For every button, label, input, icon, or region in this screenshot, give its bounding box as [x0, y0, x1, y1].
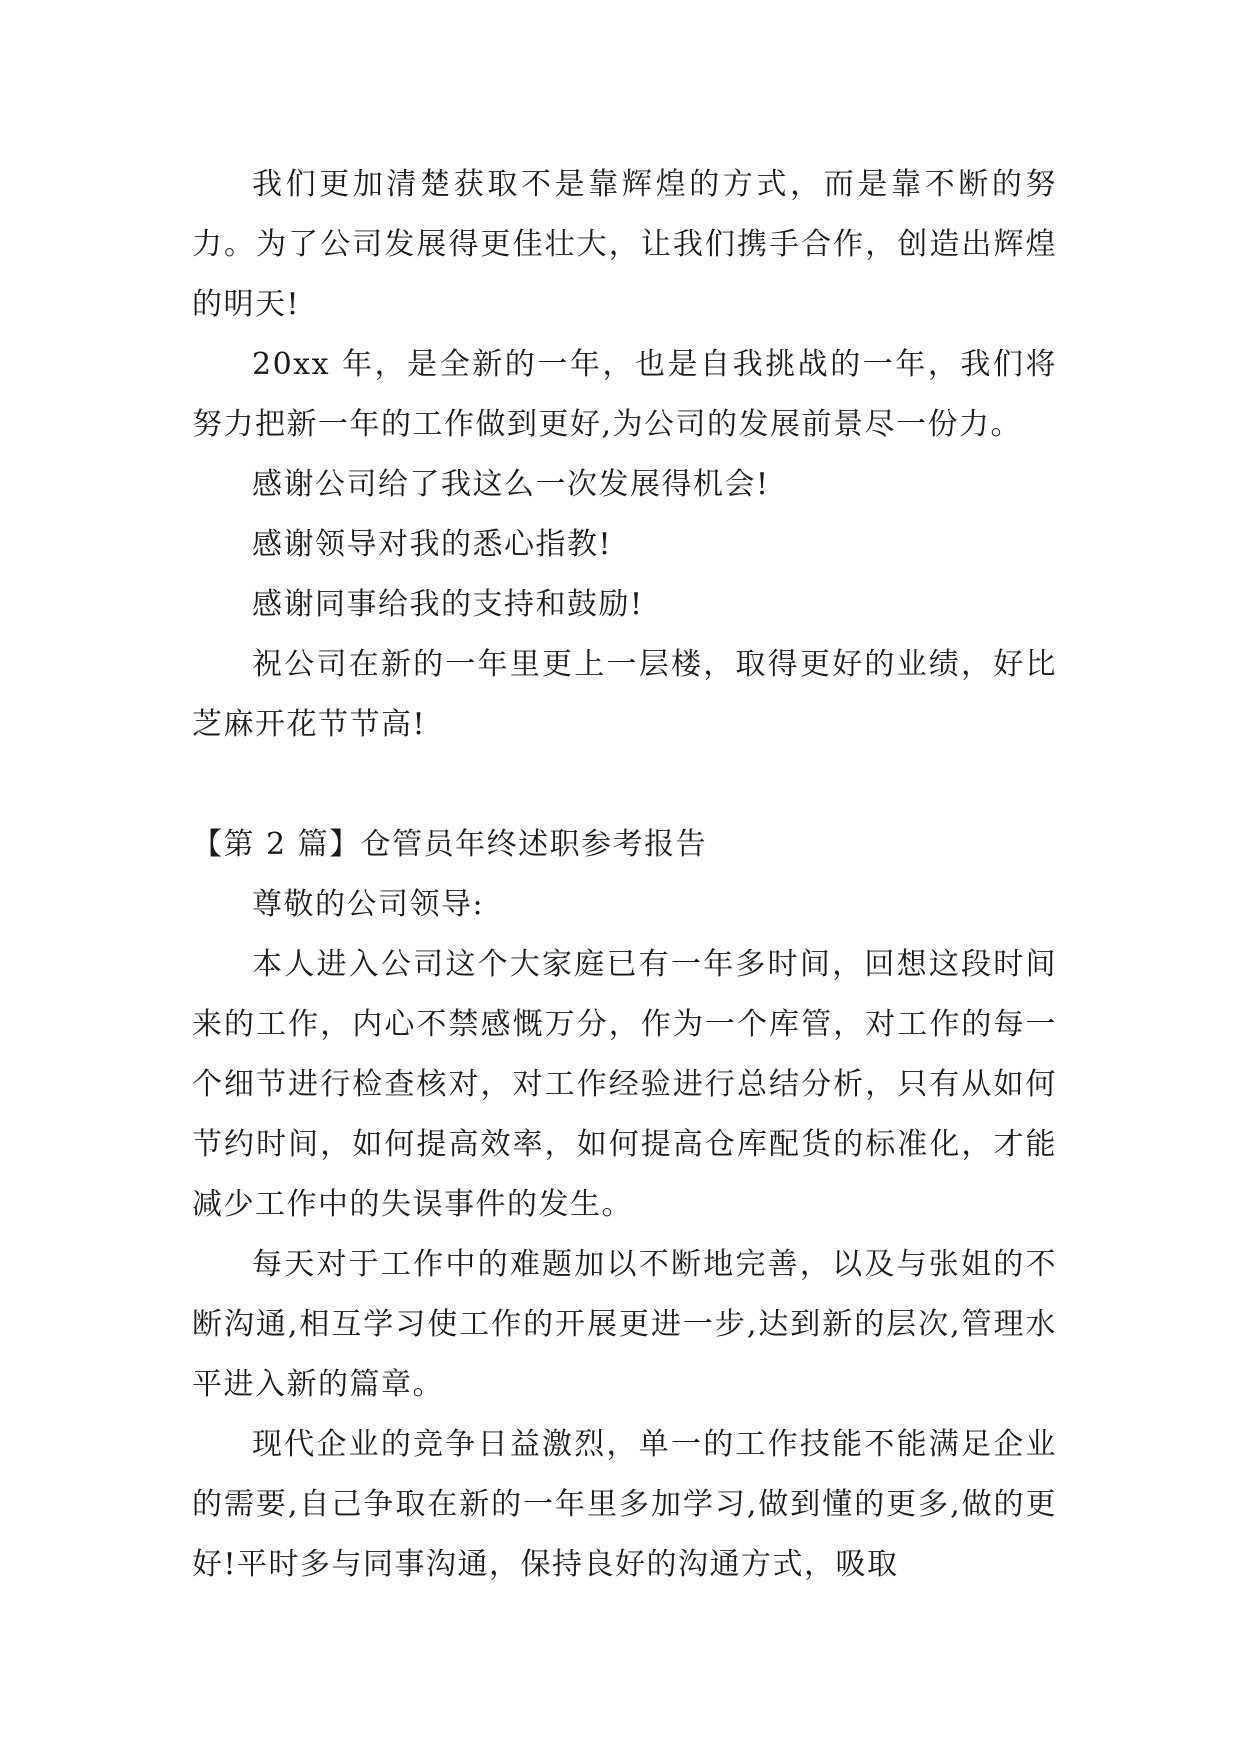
document-body — [192, 155, 1057, 1595]
paragraph-salutation: 尊敬的公司领导: — [252, 887, 485, 922]
paragraph-competition: 现代企业的竞争日益激烈，单一的工作技能不能满足企业的需要,自己争取在新的一年里多加学习,做到懂的更多,做的更好!平时多与同事沟通，保持良好的沟通方式，吸取 — [192, 1427, 1057, 1582]
section-heading: 【第 2 篇】仓管员年终述职参考报告 — [192, 827, 708, 862]
paragraph-thanks-colleagues: 感谢同事给我的支持和鼓励! — [252, 587, 644, 622]
paragraph-wishes: 祝公司在新的一年里更上一层楼，取得更好的业绩，好比芝麻开花节节高! — [192, 647, 1057, 742]
paragraph-daily-improvement: 每天对于工作中的难题加以不断地完善，以及与张姐的不断沟通,相互学习使工作的开展更进一步,达到新的层次,管理水平进入新的篇章。 — [192, 1247, 1057, 1402]
paragraph-thanks-leaders: 感谢领导对我的悉心指教! — [252, 527, 613, 562]
paragraph-work-review: 本人进入公司这个大家庭已有一年多时间，回想这段时间来的工作，内心不禁感慨万分，作为一个库管，对工作的每一个细节进行检查核对，对工作经验进行总结分析，只有从如何节约时间，如何提高效率，如何提高仓库配货的标准化，才能减少工作中的失误事件的发生。 — [192, 947, 1057, 1222]
paragraph-new-year: 20xx 年，是全新的一年，也是自我挑战的一年，我们将努力把新一年的工作做到更好,为公司的发展前景尽一份力。 — [192, 347, 1057, 442]
paragraph-thanks-company: 感谢公司给了我这么一次发展得机会! — [252, 467, 770, 502]
paragraph-effort-future: 我们更加清楚获取不是靠辉煌的方式，而是靠不断的努力。为了公司发展得更佳壮大，让我们携手合作，创造出辉煌的明天! — [192, 167, 1057, 322]
